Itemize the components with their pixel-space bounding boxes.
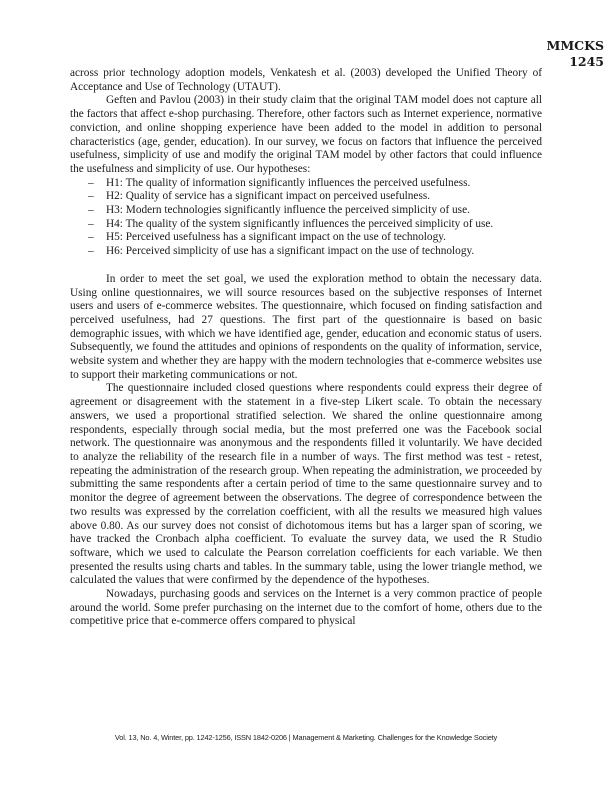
paragraph-purchasing: Nowadays, purchasing goods and services on the Internet is a very common practice of people around the world. Some prefer purchasing on the internet due to the comfort of home, others due to the competitive price that e-commerce offers compared to physical	[70, 588, 542, 628]
hypothesis-item	[70, 245, 542, 259]
journal-footer: Vol. 13, No. 4, Winter, pp. 1242-1256, ISSN 1842-0206 | Management & Marketing. Challenges for the Knowledge Society	[114, 733, 498, 742]
paragraph-utaut: across prior technology adoption models, Venkatesh et al. (2003) developed the Unified Theory of Acceptance and Use of Technology (UTAUT).	[70, 67, 542, 93]
list-dash: –	[88, 176, 94, 189]
hypothesis-item	[70, 204, 542, 218]
running-header	[546, 38, 604, 70]
page-number: 1245	[569, 54, 604, 69]
hypothesis-text: H5: Perceived usefulness has a significant impact on the use of technology.	[106, 231, 446, 244]
hypothesis-text: H4: The quality of the system significantly influences the perceived simplicity of use.	[106, 217, 494, 230]
list-dash: –	[88, 245, 94, 258]
hypotheses-list	[70, 177, 542, 259]
hypothesis-item	[70, 231, 542, 245]
hypothesis-item	[70, 177, 542, 191]
paragraph-spacer	[70, 259, 542, 273]
hypothesis-text: H1: The quality of information significantly influences the perceived usefulness.	[106, 176, 471, 189]
list-dash: –	[88, 217, 94, 230]
list-dash: –	[88, 190, 94, 203]
hypothesis-item	[70, 218, 542, 232]
hypothesis-text: H6: Perceived simplicity of use has a significant impact on the use of technology.	[106, 245, 475, 258]
list-dash: –	[88, 231, 94, 244]
body-text	[70, 67, 542, 629]
journal-abbreviation: MMCKS	[546, 38, 604, 53]
paragraph-tam-factors: Geften and Pavlou (2003) in their study claim that the original TAM model does not capture all the factors that affect e-shop purchasing. Therefore, other factors such as Internet experience, normative conviction, and online shopping experience have been added to the model in addition to personal characteristics (age, gender, education). In our survey, we focus on factors that influence the perceived usefulness, simplicity of use and modify the original TAM model by other factors that could influence the usefulness and simplicity of use. Our hypotheses:	[70, 94, 542, 175]
hypothesis-text: H3: Modern technologies significantly influence the perceived simplicity of use.	[106, 204, 470, 217]
hypothesis-item	[70, 190, 542, 204]
list-dash: –	[88, 204, 94, 217]
hypothesis-text: H2: Quality of service has a significant impact on perceived usefulness.	[106, 190, 431, 203]
paragraph-questionnaire: The questionnaire included closed questions where respondents could express their degree of agreement or disagreement with the statement in a five-step Likert scale. To obtain the necessary answers, we used a proportional stratified selection. We shared the online questionnaire among respondents, especially through social media, but the most preferred one was the Facebook social network. The questionnaire was anonymous and the respondents filled it voluntarily. We have decided to analyze the reliability of the research file in a number of ways. The first method was test - retest, repeating the administration of the research group. When repeating the administration, we proceeded by submitting the same respondents after a certain period of time to the same questionnaire survey and to monitor the degree of agreement between the observations. The degree of correspondence between the two results was expressed by the correlation coefficient, with all the results we measured high values above 0.80. As our survey does not consist of dichotomous items but has a larger span of scoring, we have tracked the Cronbach alpha coefficient. To evaluate the survey data, we used the R Studio software, which we used to calculate the Pearson correlation coefficients for each variable. We then presented the results using charts and tables. In the summary table, using the lower triangle method, we calculated the values that were confirmed by the dependence of the hypotheses.	[70, 382, 542, 587]
paragraph-method: In order to meet the set goal, we used the exploration method to obtain the necessary data. Using online questionnaires, we will source resources based on the subjective responses of Internet users and users of e-commerce websites. The questionnaire, which focused on finding satisfaction and perceived usefulness, had 27 questions. The first part of the questionnaire is based on basic demographic issues, with which we have identified age, gender, education and economic status of users. Subsequently, we found the attitudes and opinions of respondents on the quality of information, service, website system and whether they are happy with the modern technologies that e-commerce websites use to support their marketing communications or not.	[70, 272, 542, 381]
